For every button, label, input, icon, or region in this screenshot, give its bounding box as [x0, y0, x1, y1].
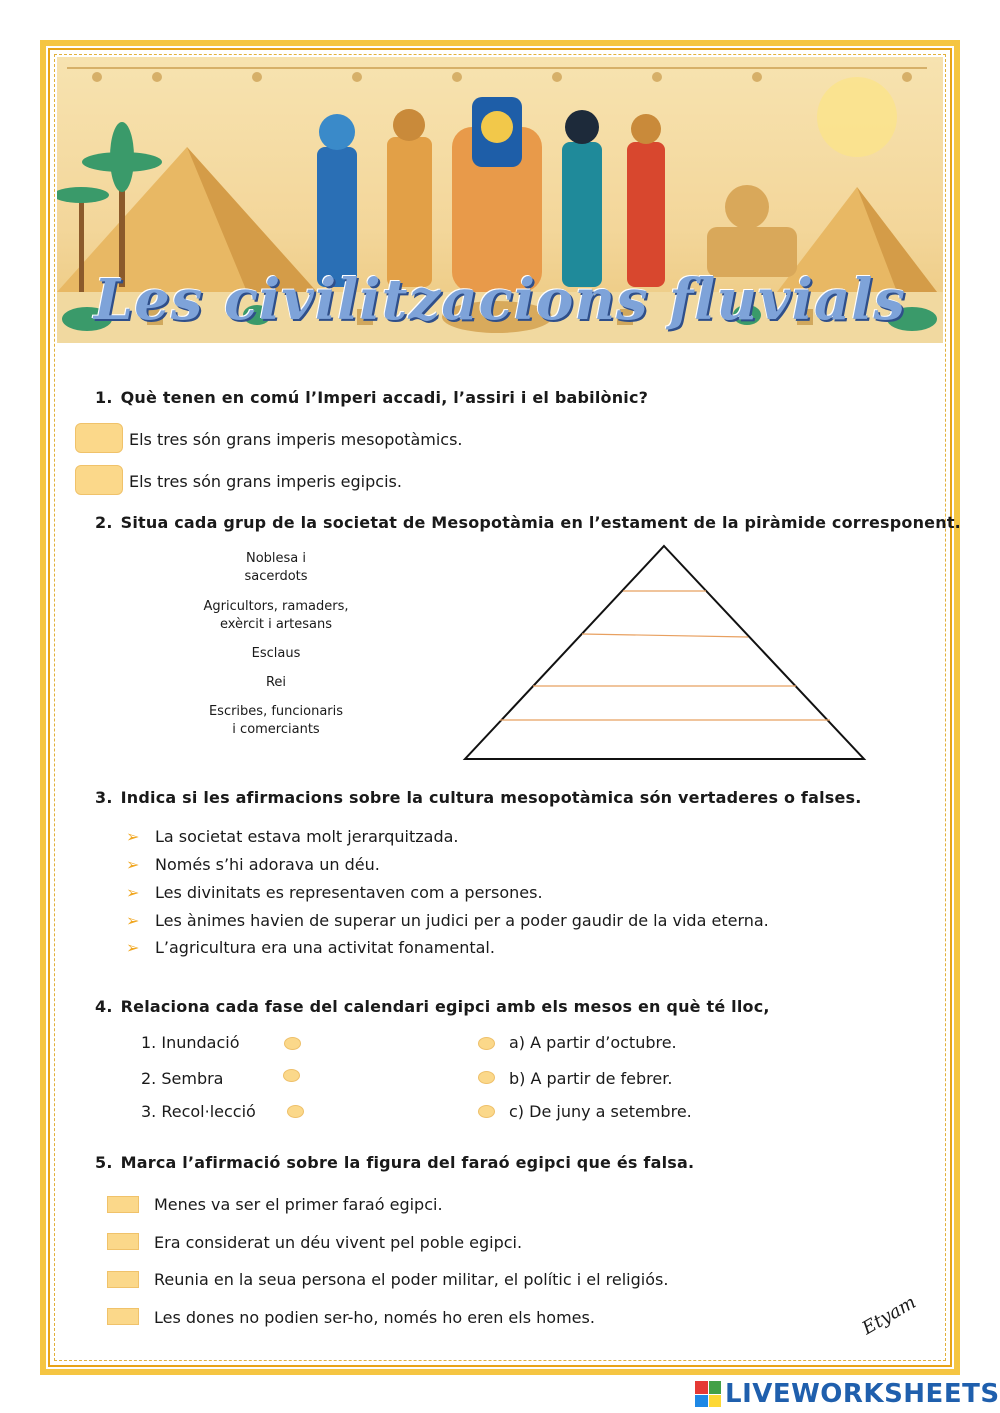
header-banner [57, 57, 943, 343]
q3-statement-1[interactable]: La societat estava molt jerarquitzada. [155, 827, 459, 846]
bullet-arrow-icon: ➢ [126, 883, 140, 902]
checkbox-q5-4[interactable] [107, 1308, 139, 1325]
question-3-text: Indica si les afirmacions sobre la cultura mesopotàmica són vertaderes o falses. [120, 788, 862, 807]
bullet-arrow-icon: ➢ [126, 827, 140, 846]
q1-option-a: Els tres són grans imperis mesopotàmics. [129, 430, 463, 449]
group-label-slaves[interactable]: Esclaus [251, 646, 301, 661]
match-dot-phase-3[interactable] [287, 1105, 304, 1118]
question-1: 1. Què tenen en comú l’Imperi accadi, l’assiri i el babilònic? [95, 388, 649, 407]
checkbox-q5-1[interactable] [107, 1196, 139, 1213]
group-label-nobility[interactable]: Noblesa i sacerdots [244, 551, 308, 584]
pyramid-slot-2 [582, 634, 748, 637]
phase-3: 3. Recol·lecció [141, 1102, 256, 1121]
q3-statement-2[interactable]: Només s’hi adorava un déu. [155, 855, 380, 874]
liveworksheets-grid-icon [695, 1381, 721, 1407]
question-5-text: Marca l’afirmació sobre la figura del faraó egipci que és falsa. [120, 1153, 695, 1172]
answer-box-q1-a[interactable] [75, 423, 123, 453]
q5-option-2: Era considerat un déu vivent pel poble egipci. [154, 1233, 523, 1252]
bullet-arrow-icon: ➢ [126, 855, 140, 874]
phase-1: 1. Inundació [141, 1033, 240, 1052]
author-signature: Etyam [858, 1291, 920, 1340]
match-dot-phase-1[interactable] [284, 1037, 301, 1050]
group-label-farmers[interactable]: Agricultors, ramaders, exèrcit i artesans [203, 599, 349, 632]
match-dot-month-b[interactable] [478, 1071, 495, 1084]
answer-box-q1-b[interactable] [75, 465, 123, 495]
question-4: 4. Relaciona cada fase del calendari egipci amb els mesos en què té lloc, [95, 997, 770, 1016]
q3-statement-4[interactable]: Les ànimes havien de superar un judici per a poder gaudir de la vida eterna. [155, 911, 769, 930]
q5-option-1: Menes va ser el primer faraó egipci. [154, 1195, 443, 1214]
match-dot-month-c[interactable] [478, 1105, 495, 1118]
match-dot-month-a[interactable] [478, 1037, 495, 1050]
bullet-arrow-icon: ➢ [126, 938, 140, 957]
month-c: c) De juny a setembre. [509, 1102, 692, 1121]
match-dot-phase-2[interactable] [283, 1069, 300, 1082]
group-label-king[interactable]: Rei [265, 675, 287, 690]
liveworksheets-logo[interactable] [695, 1378, 1000, 1410]
month-b: b) A partir de febrer. [509, 1069, 673, 1088]
question-2-text: Situa cada grup de la societat de Mesopotàmia en l’estament de la piràmide corresponent. [120, 513, 961, 532]
q1-option-b: Els tres són grans imperis egipcis. [129, 472, 402, 491]
phase-2: 2. Sembra [141, 1069, 224, 1088]
checkbox-q5-2[interactable] [107, 1233, 139, 1250]
worksheet-title: Les civilitzacions fluvials [93, 267, 907, 333]
q3-statement-3[interactable]: Les divinitats es representaven com a persones. [155, 883, 543, 902]
q3-statement-5[interactable]: L’agricultura era una activitat fonamental. [155, 938, 495, 957]
brand-name: LIVEWORKSHEETS [725, 1379, 1000, 1409]
social-pyramid [460, 540, 870, 765]
q5-option-4: Les dones no podien ser-ho, només ho eren els homes. [154, 1308, 595, 1327]
question-2: 2. Situa cada grup de la societat de Mesopotàmia en l’estament de la piràmide corresponent. [95, 513, 961, 532]
q5-option-3: Reunia en la seua persona el poder militar, el polític i el religiós. [154, 1270, 669, 1289]
question-3: 3. Indica si les afirmacions sobre la cultura mesopotàmica són vertaderes o falses. [95, 788, 862, 807]
question-4-text: Relaciona cada fase del calendari egipci amb els mesos en què té lloc, [120, 997, 770, 1016]
group-label-scribes[interactable]: Escribes, funcionaris i comerciants [208, 704, 344, 737]
bullet-arrow-icon: ➢ [126, 911, 140, 930]
question-5: 5. Marca l’afirmació sobre la figura del faraó egipci que és falsa. [95, 1153, 695, 1172]
question-1-text: Què tenen en comú l’Imperi accadi, l’assiri i el babilònic? [120, 388, 649, 407]
checkbox-q5-3[interactable] [107, 1271, 139, 1288]
month-a: a) A partir d’octubre. [509, 1033, 677, 1052]
